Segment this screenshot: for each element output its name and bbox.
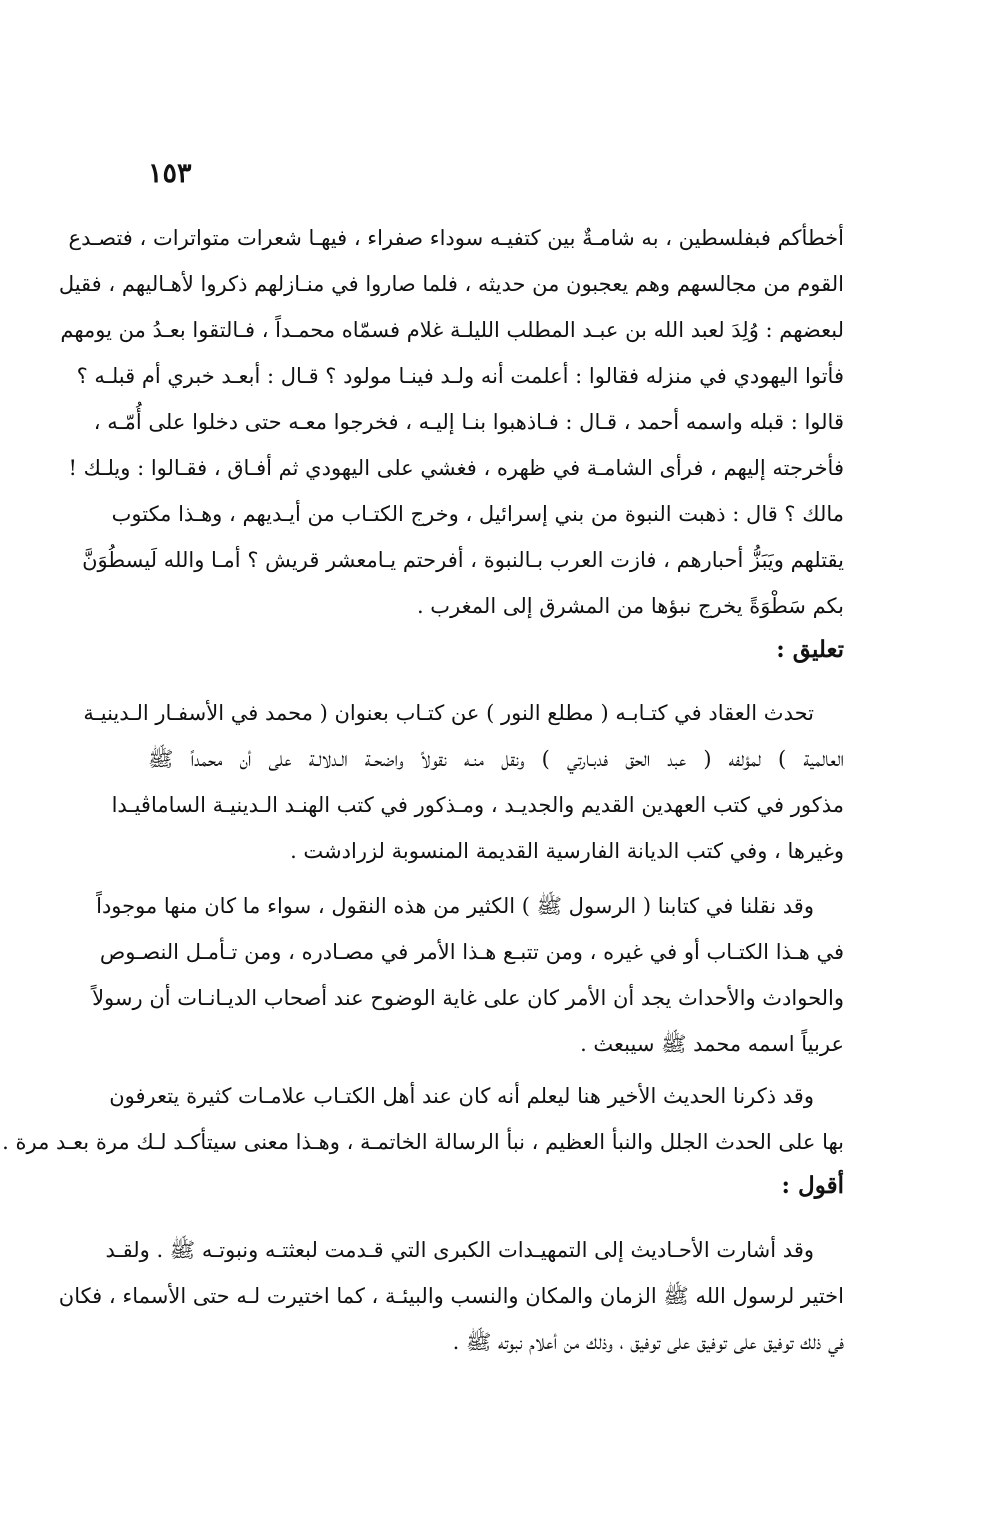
paragraph-1 (58, 215, 844, 629)
paragraph-5 (58, 1227, 844, 1365)
text-line: قالوا : قبله واسمه أحمد ، قـال : فـاذهبوا بنـا إليـه ، فخرجوا معـه حتى دخلوا على أُمّـه ، (93, 410, 844, 434)
text-line: وقد ذكرنا الحديث الأخير هنا ليعلم أنه كان عند أهل الكتـاب علامـات كثيرة يتعرفون (109, 1084, 814, 1108)
text-line: أخطأكم فبفلسطين ، به شامـةٌ بين كتفيـه سوداء صفراء ، فيهـا شعرات متواترات ، فتصـدع (68, 226, 844, 250)
paragraph-3 (92, 883, 844, 1067)
text-line: اختير لرسول الله ﷺ الزمان والمكان والنسب والبيئـة ، كما اختيرت لـه حتى الأسماء ، فكان (58, 1284, 844, 1308)
text-line: بها على الحدث الجلل والنبأ العظيم ، نبأ الرسالة الخاتمـة ، وهـذا معنى سيتأكـد لـك مرة بعـد مرة . (2, 1130, 844, 1154)
section-heading-i-say: أقول : (781, 1172, 844, 1199)
paragraph-4 (2, 1073, 844, 1165)
text-line: العالمية ) لمؤلفه ( عبد الحق فدبـارتي ) ونقل منـه نقولاً واضحـة الـدلالـة على أن محمداً ﷺ (148, 747, 844, 771)
text-line: يقتلهم ويَبَزُّ أحبارهم ، فازت العرب بـالنبوة ، أفرحتم يـامعشر قريش ؟ أمـا والله لَيسطُوَنَّ (82, 548, 844, 572)
text-line: عربياً اسمه محمد ﷺ سيبعث . (580, 1032, 844, 1056)
text-line: لبعضهم : وُلِدَ لعبد الله بن عبـد المطلب الليلـة غلام فسمّاه محمـداً ، فـالتقوا بعـدُ من يومهم (60, 318, 844, 342)
text-line: والحوادث والأحداث يجد أن الأمر كان على غاية الوضوح عند أصحاب الديـانـات أن رسولاً (92, 986, 844, 1010)
text-line: وغيرها ، وفي كتب الديانة الفارسية القديمة المنسوبة لزرادشت . (290, 839, 844, 863)
text-line: وقد أشارت الأحـاديث إلى التمهيـدات الكبرى التي قـدمت لبعثتـه ونبوتـه ﷺ . ولقـد (105, 1238, 814, 1262)
text-line: فأتوا اليهودي في منزله فقالوا : أعلمت أنه ولـد فينـا مولود ؟ قـال : أبعـد خبري أم قبلـه ؟ (76, 364, 844, 388)
section-heading-comment: تعليق : (776, 636, 844, 663)
text-line: مالك ؟ قال : ذهبت النبوة من بني إسرائيل ، وخرج الكتـاب من أيـديهم ، وهـذا مكتوب (111, 502, 844, 526)
paragraph-2 (83, 690, 844, 874)
text-line: وقد نقلنا في كتابنا ( الرسول ﷺ ) الكثير من هذه النقول ، سواء ما كان منها موجوداً (96, 894, 814, 918)
text-line: في هـذا الكتـاب أو في غيره ، ومن تتبـع هـذا الأمر في مصـادره ، ومن تـأمـل النصـوص (99, 940, 844, 964)
text-line: تحدث العقاد في كتـابـه ( مطلع النور ) عن كتـاب بعنوان ( محمد في الأسفـار الـدينيـة (83, 701, 814, 725)
text-line: فأخرجته إليهم ، فرأى الشامـة في ظهره ، فغشي على اليهودي ثم أفـاق ، فقـالوا : ويلـك ! (68, 456, 844, 480)
text-line: بكم سَطْوَةً يخرج نبؤها من المشرق إلى المغرب . (416, 594, 844, 618)
text-line: مذكور في كتب العهدين القديم والجديـد ، ومـذكور في كتب الهنـد الـدينيـة الساماڤيـدا (111, 793, 844, 817)
text-line: القوم من مجالسهم وهم يعجبون من حديثه ، فلما صاروا في منـازلهم ذكروا لأهـاليهم ، فقيل (58, 272, 844, 296)
text-line: في ذلك توفيق على توفيق على توفيق ، وذلك من أعلام نبوته ﷺ . (452, 1330, 844, 1354)
page-number: ١٥٣ (148, 158, 192, 189)
